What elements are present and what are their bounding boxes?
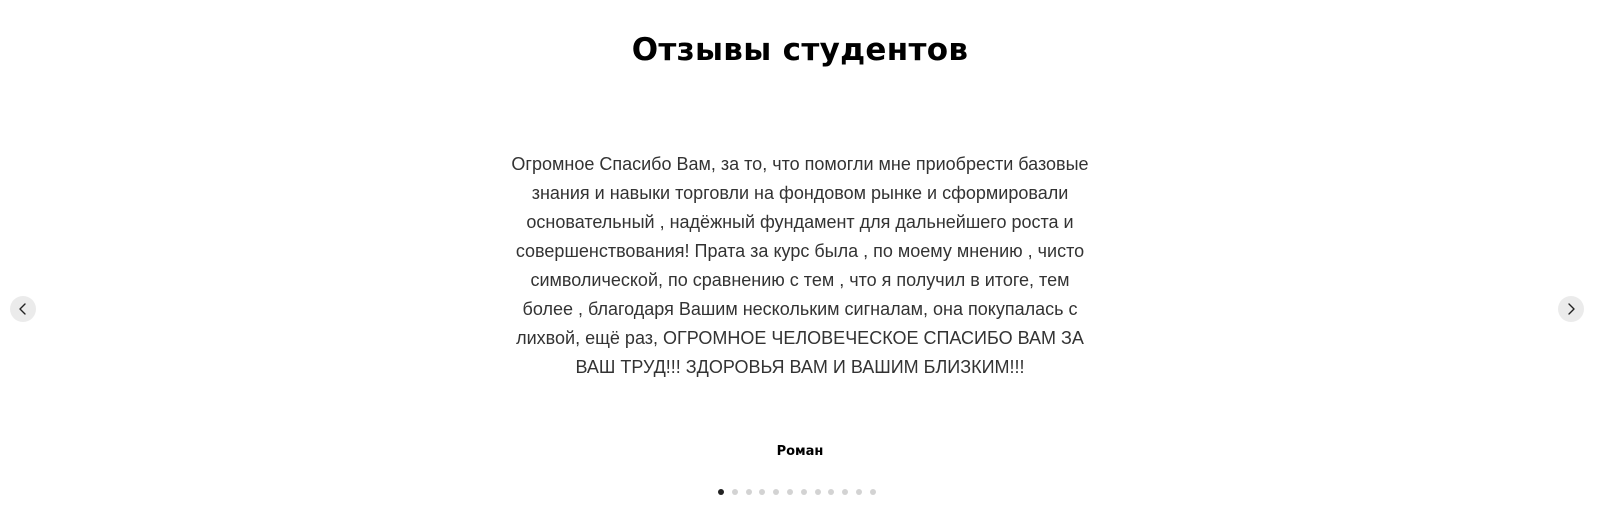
pagination-dot[interactable] bbox=[828, 489, 834, 495]
slider-pagination bbox=[718, 488, 884, 496]
testimonial-slide bbox=[510, 150, 1090, 382]
pagination-dot[interactable] bbox=[746, 489, 752, 495]
pagination-dot[interactable] bbox=[787, 489, 793, 495]
pagination-dot[interactable] bbox=[718, 489, 724, 495]
testimonial-author: Роман bbox=[776, 444, 824, 459]
pagination-dot[interactable] bbox=[856, 489, 862, 495]
chevron-right-icon bbox=[1566, 303, 1576, 315]
pagination-dot[interactable] bbox=[773, 489, 779, 495]
next-slide-button[interactable] bbox=[1558, 296, 1584, 322]
testimonial-text: Огромное Спасибо Вам, за то, что помогли мне приобрести базовые знания и навыки торговли на фондовом рынке и сформировали основательный , надёжный фундамент для дальнейшего роста и совершенствования! Прата за курс была , по моему мнению , чисто символической, по сравнению с тем , что я получил в итоге, тем более , благодаря Вашим нескольким сигналам, она покупалась с лихвой, ещё раз, ОГРОМНОЕ ЧЕЛОВЕЧЕСКОЕ СПАСИБО ВАМ ЗА ВАШ ТРУД!!! ЗДОРОВЬЯ ВАМ И ВАШИМ БЛИЗКИМ!!! bbox=[511, 154, 1089, 377]
pagination-dot[interactable] bbox=[732, 489, 738, 495]
pagination-dot[interactable] bbox=[870, 489, 876, 495]
pagination-dot[interactable] bbox=[759, 489, 765, 495]
section-title: Отзывы студентов bbox=[631, 32, 969, 68]
prev-slide-button[interactable] bbox=[10, 296, 36, 322]
pagination-dot[interactable] bbox=[815, 489, 821, 495]
chevron-left-icon bbox=[18, 303, 28, 315]
pagination-dot[interactable] bbox=[842, 489, 848, 495]
pagination-dot[interactable] bbox=[801, 489, 807, 495]
